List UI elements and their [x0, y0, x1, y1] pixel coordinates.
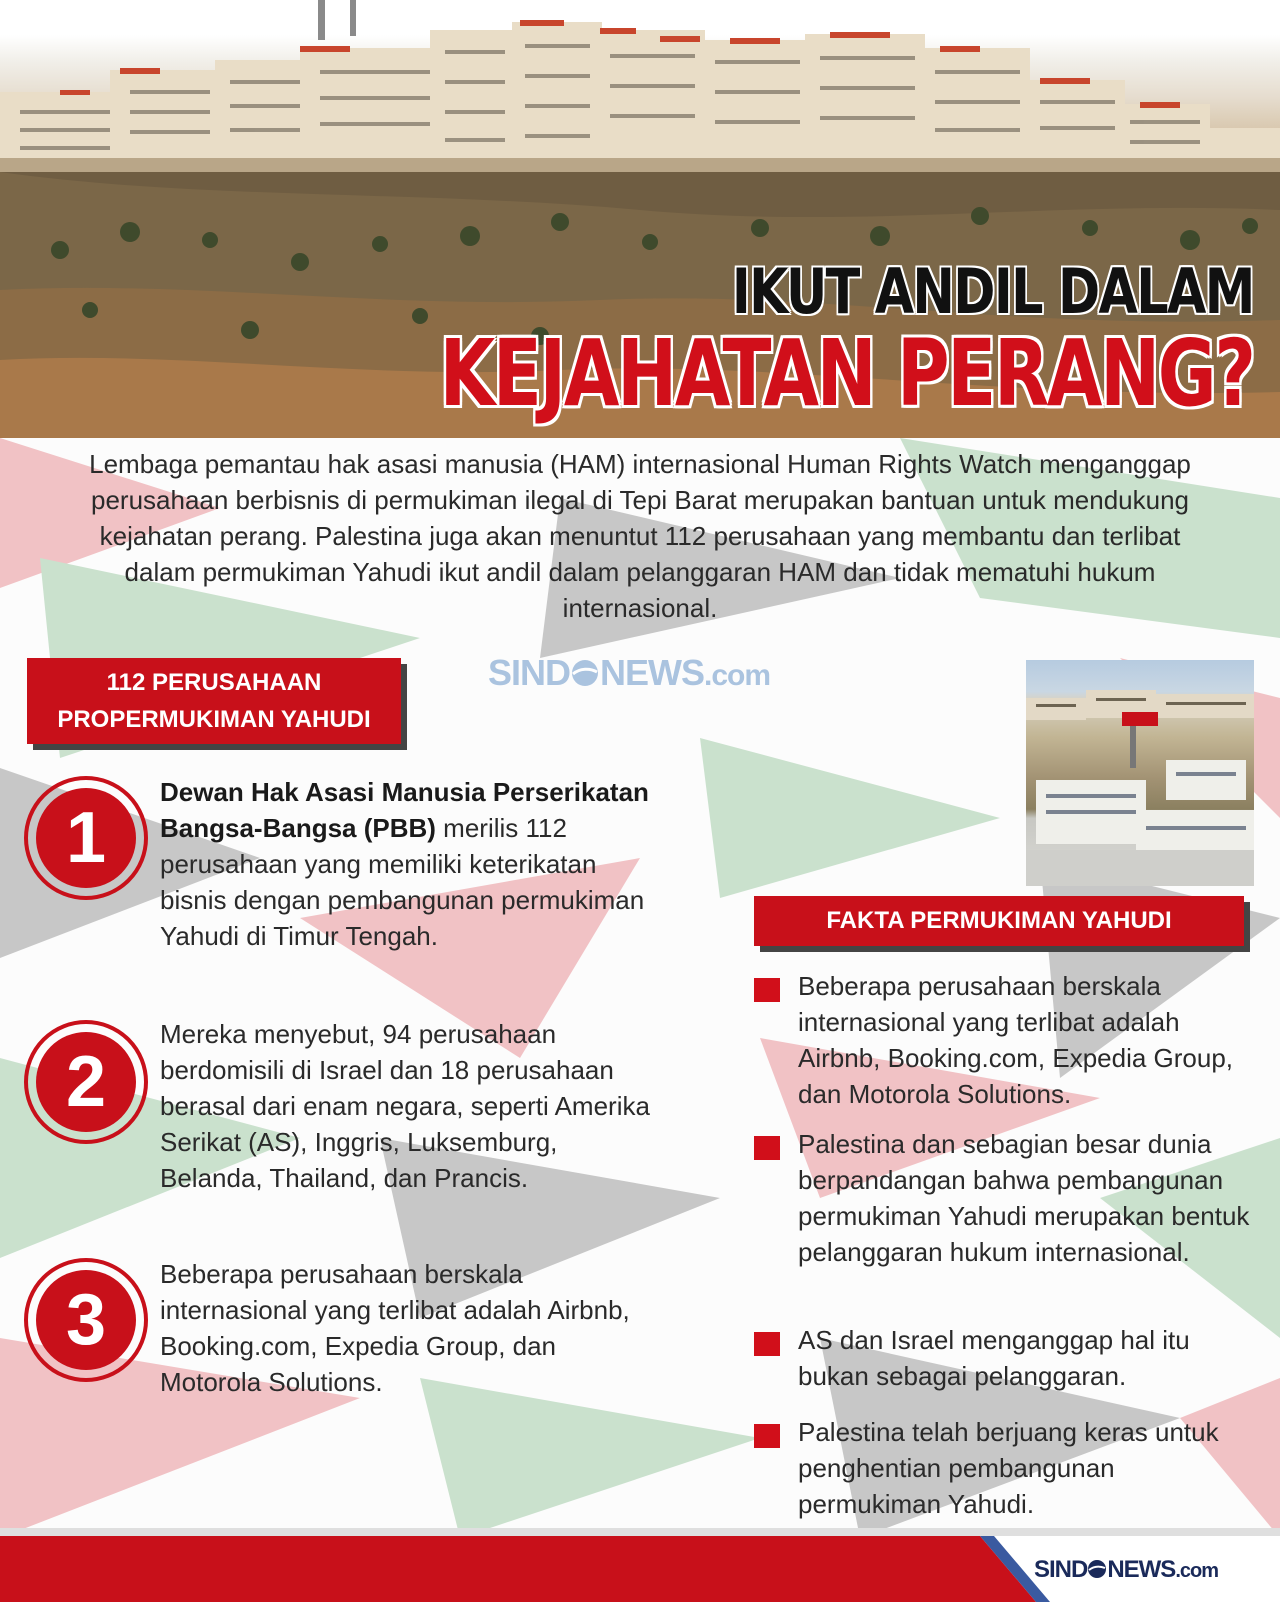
list-item-bold-text: Dewan Hak Asasi Manusia Perserikatan Bangsa-Bangsa (PBB)	[160, 777, 649, 843]
footer-divider	[0, 1528, 1280, 1536]
brand-name-part-a: SIND	[488, 652, 571, 693]
footer-brand-part-a: SIND	[1033, 1556, 1088, 1583]
sindonews-watermark-logo	[488, 652, 770, 694]
hero-banner	[0, 0, 1280, 438]
brand-name-part-b: NEWS	[600, 652, 705, 693]
globe-icon	[1087, 1559, 1107, 1579]
red-square-bullet-icon	[754, 1424, 780, 1448]
headline-line-1: IKUT ANDIL DALAM	[732, 255, 1254, 328]
companies-label-line-2: PROPERMUKIMAN YAHUDI	[57, 706, 371, 733]
facts-section-label: FAKTA PERMUKIMAN YAHUDI	[754, 896, 1244, 946]
list-item-text: Mereka menyebut, 94 perusahaan berdomisili di Israel dan 18 perusahaan berasal dari enam negara, seperti Amerika Serikat (AS), Inggris, Luksemburg, Belanda, Thailand, dan Prancis.	[160, 1019, 650, 1193]
fact-text: Palestina dan sebagian besar dunia berpandangan bahwa pembangunan permukiman Yahudi merupakan bentuk pelanggaran hukum internasional.	[798, 1129, 1250, 1267]
brand-suffix: .com	[704, 659, 771, 692]
footer-bar	[0, 1536, 1280, 1602]
red-square-bullet-icon	[754, 1332, 780, 1356]
number-badge	[22, 1018, 150, 1146]
red-square-bullet-icon	[754, 978, 780, 1002]
red-square-bullet-icon	[754, 1136, 780, 1160]
globe-icon	[570, 658, 600, 688]
intro-paragraph: Lembaga pemantau hak asasi manusia (HAM) internasional Human Rights Watch menganggap perusahaan berbisnis di permukiman ilegal di Tepi Barat merupakan bantuan untuk mendukung kejahatan perang. Palestina juga akan menuntut 112 perusahaan yang membantu dan terlibat dalam permukiman Yahudi ikut andil dalam pelanggaran HAM dan tidak mematuhi hukum internasional.	[89, 449, 1191, 623]
headline	[210, 255, 1254, 427]
fact-text: AS dan Israel menganggap hal itu bukan sebagai pelanggaran.	[798, 1325, 1190, 1391]
footer-brand-suffix: .com	[1175, 1560, 1218, 1582]
number-badge	[22, 774, 150, 902]
number-badge-digit: 1	[65, 798, 107, 878]
fact-text: Beberapa perusahaan berskala internasional yang terlibat adalah Airbnb, Booking.com, Expedia Group, dan Motorola Solutions.	[798, 971, 1234, 1109]
number-badge	[22, 1256, 150, 1384]
list-item-text: Beberapa perusahaan berskala internasional yang terlibat adalah Airbnb, Booking.com, Expedia Group, dan Motorola Solutions.	[160, 1259, 630, 1397]
footer-sindonews-logo	[1034, 1556, 1218, 1584]
companies-section-label	[27, 658, 401, 744]
fact-text: Palestina telah berjuang keras untuk penghentian pembangunan permukiman Yahudi.	[798, 1417, 1219, 1519]
number-badge-digit: 3	[65, 1280, 107, 1360]
footer-brand-part-b: NEWS	[1107, 1556, 1176, 1583]
list-item-text	[160, 774, 650, 954]
number-badge-digit: 2	[65, 1042, 107, 1122]
companies-label-line-1: 112 PERUSAHAAN	[106, 669, 322, 696]
headline-line-2: KEJAHATAN PERANG?	[439, 320, 1254, 427]
settlement-photo	[1026, 660, 1254, 886]
list-item-body-text: merilis 112 perusahaan yang memiliki keterikatan bisnis dengan pembangunan permukiman Yahudi di Timur Tengah.	[160, 813, 645, 951]
